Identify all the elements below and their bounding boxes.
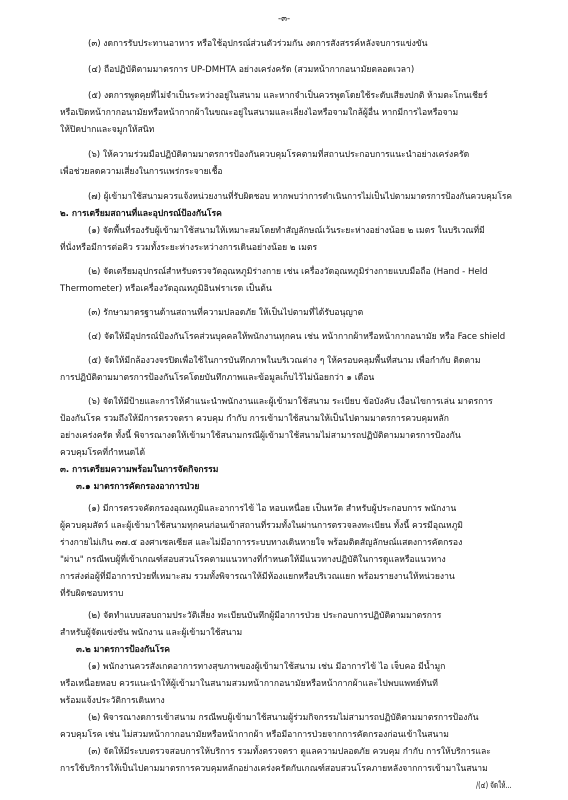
- body-text-line: (๒) พิจารณางดการเข้าสนาม กรณีพบผู้เข้ามาใช้สนามผู้ร่วมกิจกรรมไม่สามารถปฏิบัติตามมาตรการป้องกัน: [88, 713, 479, 723]
- body-text-line: (๑) จัดพื้นที่รองรับผู้เข้ามาใช้สนามให้เหมาะสมโดยทำสัญลักษณ์เว้นระยะห่างอย่างน้อย ๒ เมตร ในบริเวณที่มี: [88, 226, 485, 236]
- body-text-line: สำหรับผู้จัดแข่งขัน พนักงาน และผู้เข้ามาใช้สนาม: [60, 628, 243, 638]
- body-text-line: ป้องกันโรค รวมถึงให้มีการตรวจตรา ควบคุม กำกับ การเข้ามาใช้สนามให้เป็นไปตามมาตรการควบคุมหลัก: [60, 414, 449, 424]
- section-heading: ๓.๑ มาตรการคัดกรองอาการป่วย: [76, 482, 200, 492]
- body-text-line: (๖) ให้ความร่วมมือปฏิบัติตามมาตรการป้องกันควบคุมโรคตามที่สถานประกอบการแนะนำอย่างเคร่งครัด: [88, 150, 470, 160]
- body-text-line: (๖) จัดให้มีป้ายและการให้คำแนะนำพนักงานและผู้เข้ามาใช้สนาม ระเบียบ ข้อบังคับ เงื่อนไขการเล่น มาตรการ: [88, 397, 493, 407]
- body-text-line: ให้ปิดปากและจมูกให้สนิท: [60, 125, 155, 135]
- body-text-line: (๓) รักษามาตรฐานด้านสถานที่ความปลอดภัย ให้เป็นไปตามที่ได้รับอนุญาต: [88, 308, 364, 318]
- body-text-line: การส่งต่อผู้ที่มีอาการป่วยที่เหมาะสม รวมทั้งพิจารณาให้มีห้องแยกหรือบริเวณแยก พร้อมรายงานให้หน่วยงาน: [60, 572, 455, 582]
- body-text-line: พร้อมแจ้งประวัติการเดินทาง: [60, 696, 165, 706]
- body-text-line: การใช้บริการให้เป็นไปตามมาตรการควบคุมหลักอย่างเคร่งครัดกับเกณฑ์สอบสวนโรคภายหลังจากการเข้ามาในสนาม: [60, 764, 488, 774]
- body-text-line: ที่นั่งหรือมีการต่อคิว รวมทั้งระยะห่างระหว่างการเดินอย่างน้อย ๒ เมตร: [60, 243, 318, 253]
- body-text-line: ควบคุมโรคที่กำหนดได้: [60, 448, 146, 458]
- body-text-line: (๑) มีการตรวจคัดกรองอุณหภูมิและอาการไข้ ไอ หอบเหนื่อย เป็นหวัด สำหรับผู้ประกอบการ พนักงาน: [88, 504, 457, 514]
- body-text-line: (๒) จัดเตรียมอุปกรณ์สำหรับตรวจวัดอุณหภูมิร่างกาย เช่น เครื่องวัดอุณหภูมิร่างกายแบบมือถือ (Hand - Held: [88, 267, 488, 277]
- body-text-line: ควบคุมโรค เช่น ไม่สวมหน้ากากอนามัยหรือหน้ากากผ้า หรือมีอาการป่วยจากการคัดกรองก่อนเข้าในสนาม: [60, 730, 449, 740]
- body-text-line: (๗) ผู้เข้ามาใช้สนามควรแจ้งหน่วยงานที่รับผิดชอบ หากพบว่าการดำเนินการไม่เป็นไปตามมาตรการป้องกันควบคุมโรค: [88, 192, 512, 202]
- body-text-line: Thermometer) หรือเครื่องวัดอุณหภูมิอินฟราเรด เป็นต้น: [60, 284, 272, 294]
- section-heading: ๓.๒ มาตรการป้องกันโรค: [76, 645, 170, 655]
- body-text-line: ร่างกายไม่เกิน ๓๗.๕ องศาเซลเซียส และไม่มีอาการระบบทางเดินหายใจ พร้อมติดสัญลักษณ์แสดงการคัดกรอง: [60, 538, 463, 548]
- body-text-line: (๓) งดการรับประทานอาหาร หรือใช้อุปกรณ์ส่วนตัวร่วมกัน งดการสังสรรค์หลังจบการแข่งขัน: [88, 39, 428, 49]
- body-text-line: อย่างเคร่งครัด ทั้งนี้ พิจารณางดให้เข้ามาใช้สนามกรณีผู้เข้ามาใช้สนามไม่สามารถปฏิบัติตามมาตรการป้องกัน: [60, 431, 461, 441]
- section-heading: ๒. การเตรียมสถานที่และอุปกรณ์ป้องกันโรค: [60, 209, 222, 219]
- body-text-line: (๒) จัดทำแบบสอบถามประวัติเสี่ยง ทะเบียนบันทึกผู้มีอาการป่วย ประกอบการปฏิบัติตามมาตรการ: [88, 611, 442, 621]
- continuation-marker: /(๔) จัดให้...: [476, 781, 512, 791]
- body-text-line: ที่รับผิดชอบทราบ: [60, 589, 124, 599]
- section-heading: ๓. การเตรียมความพร้อมในการจัดกิจกรรม: [60, 465, 219, 475]
- body-text-line: (๕) จัดให้มีกล้องวงจรปิดเพื่อใช้ในการบันทึกภาพในบริเวณต่าง ๆ ให้ครอบคลุมพื้นที่สนาม เพื่อกำกับ ติดตาม: [88, 356, 481, 366]
- body-text-line: (๕) งดการพูดคุยที่ไม่จำเป็นระหว่างอยู่ในสนาม และหากจำเป็นควรพูดโดยใช้ระดับเสียงปกติ ห้ามตะโกนเชียร์: [88, 91, 488, 101]
- body-text-line: (๔) จัดให้มีอุปกรณ์ป้องกันโรคส่วนบุคคลให้พนักงานทุกคน เช่น หน้ากากผ้าหรือหน้ากากอนามัย หรือ Face shield: [88, 332, 506, 342]
- body-text-line: ผู้ควบคุมสัตว์ และผู้เข้ามาใช้สนามทุกคนก่อนเข้าสถานที่รวมทั้งในผ่านการตรวจลงทะเบียน ทั้งนี้ ควรมีอุณหภูมิ: [60, 521, 463, 531]
- body-text-line: (๔) ถือปฏิบัติตามมาตรการ UP-DMHTA อย่างเคร่งครัด (สวมหน้ากากอนามัยตลอดเวลา): [88, 65, 415, 75]
- body-text-line: หรือเหนื่อยหอบ ควรแนะนำให้ผู้เข้ามาในสนามสวมหน้ากากอนามัยหรือหน้ากากผ้าและไปพบแพทย์ทันที: [60, 679, 438, 689]
- body-text-line: เพื่อช่วยลดความเสี่ยงในการแพร่กระจายเชื้อ: [60, 167, 223, 177]
- body-text-line: (๓) จัดให้มีระบบตรวจสอบการให้บริการ รวมทั้งตรวจตรา ดูแลความปลอดภัย ควบคุม กำกับ การให้บริการและ: [88, 747, 491, 757]
- body-text-line: (๑) พนักงานควรสังเกตอาการทางสุขภาพของผู้เข้ามาใช้สนาม เช่น มีอาการไข้ ไอ เจ็บคอ มีน้ำมูก: [88, 662, 446, 672]
- body-text-line: หรือเปิดหน้ากากอนามัยหรือหน้ากากผ้าในขณะอยู่ในสนามและเลี่ยงไอหรือจามใกล้ผู้อื่น หากมีการไอหรือจาม: [60, 108, 459, 118]
- body-text-line: การปฏิบัติตามมาตรการป้องกันโรคโดยบันทึกภาพและข้อมูลเก็บไว้ไม่น้อยกว่า ๑ เดือน: [60, 373, 375, 383]
- page-number: -๓-: [278, 14, 291, 24]
- body-text-line: "ผ่าน" กรณีพบผู้ที่เข้าเกณฑ์สอบสวนโรคตามแนวทางที่กำหนดให้มีแนวทางปฏิบัติในการดูแลหรือแนวทาง: [60, 555, 446, 565]
